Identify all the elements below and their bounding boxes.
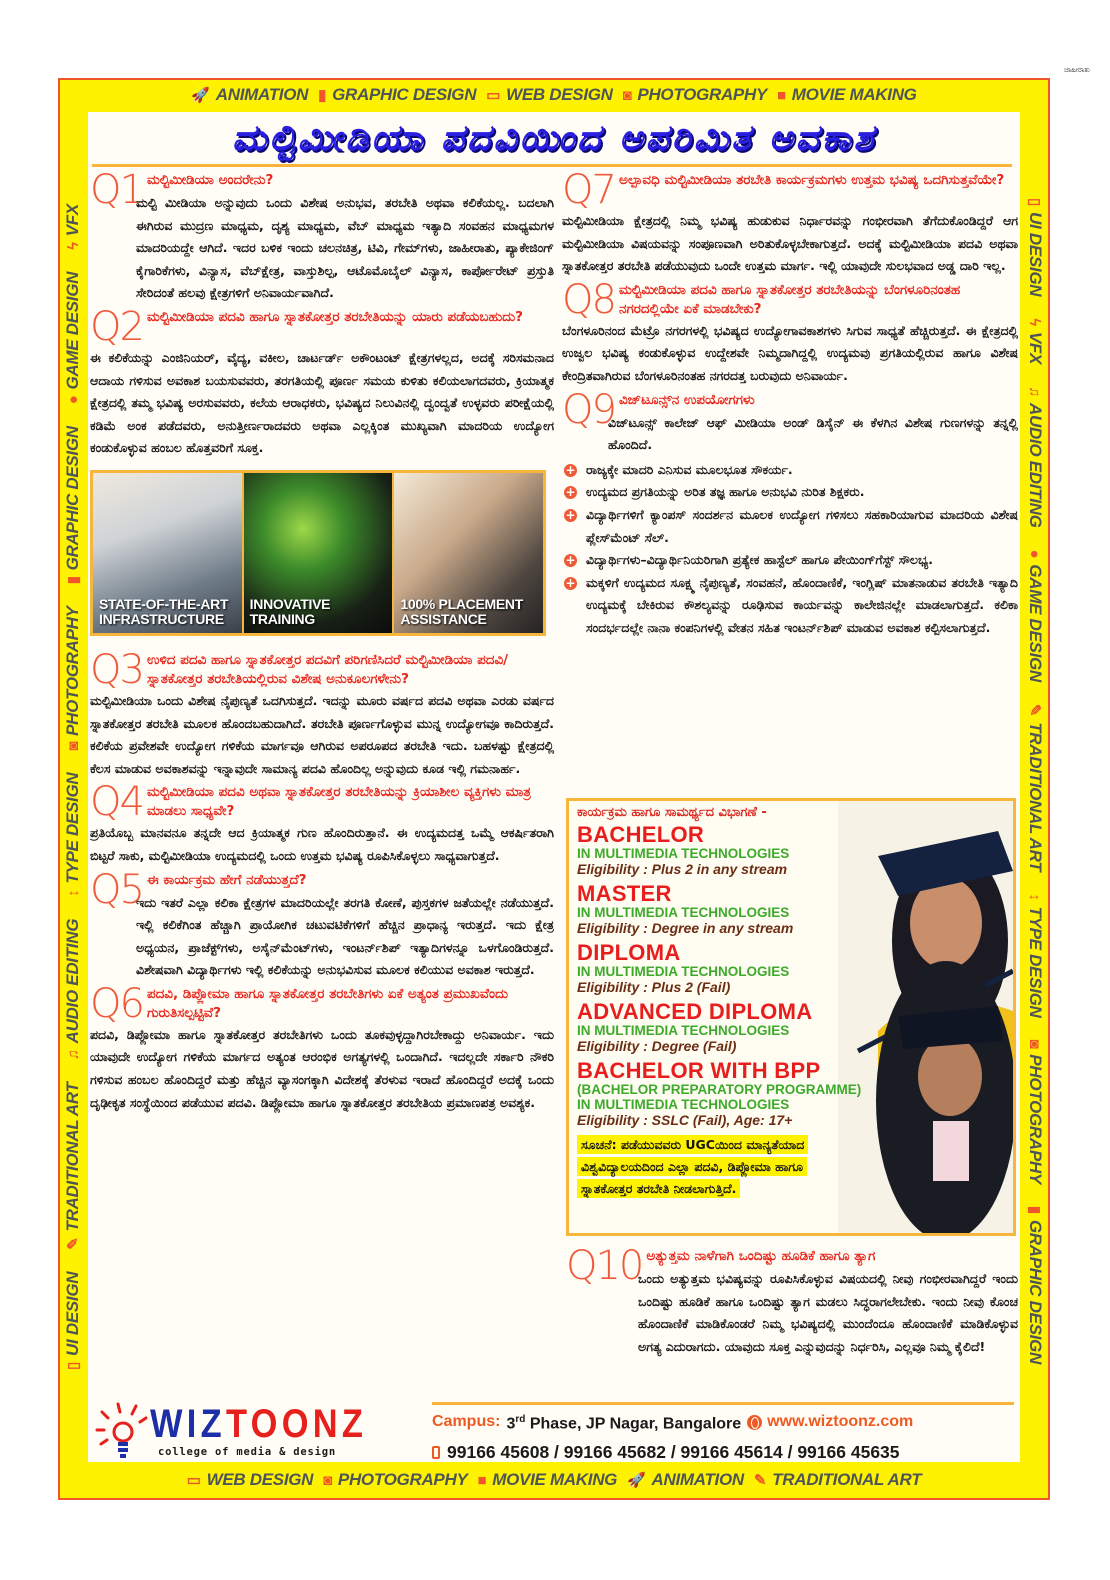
rocket-icon: 🚀: [627, 1471, 646, 1489]
courses-box: [566, 798, 1016, 1236]
course-subtitle: IN MULTIMEDIA TECHNOLOGIES: [577, 905, 790, 920]
course-bachelor: [577, 824, 907, 877]
strip-item-animation: 🚀 ANIMATION: [191, 85, 309, 104]
question-number: Q5: [90, 866, 143, 913]
campus-address: 3rd Phase, JP Nagar, Bangalore: [506, 1414, 742, 1433]
video-camera-icon: ■: [477, 1471, 487, 1489]
headline-divider: [92, 164, 1012, 167]
pencil-icon: ✎: [1026, 703, 1044, 716]
course-name: DIPLOMA: [577, 940, 681, 965]
course-eligibility: Eligibility : Degree (Fail): [577, 1038, 737, 1054]
phone-icon: [432, 1446, 440, 1459]
course-bachelor-bpp: [577, 1060, 907, 1128]
photo-placement: [394, 473, 543, 633]
question-title: ವಿಜ್‌ಟೂನ್ಸ್‌ನ ಉಪಯೋಗಗಳು: [618, 391, 755, 408]
answer-text: ಮಲ್ಟಿ ಮೀಡಿಯಾ ಅನ್ನುವುದು ಒಂದು ವಿಶೇಷ ಅನುಭವ, ತರಬೇತಿ ಅಥವಾ ಕಲಿಕೆಯಲ್ಲ. ಬದಲಾಗಿ ಈಗಿರುವ ಮುದ್ರಣ ಮಾಧ್ಯಮ, ದೃಶ್ಯ ಮಾಧ್ಯಮ, ವೆಬ್ ಮಾಧ್ಯಮ ಇತ್ಯಾದಿ ಸಂವಹನ ಮಾಧ್ಯಮಗಳ ಮಾದರಿಯದ್ದೇ ಆಗಿದೆ. ಇದರ ಬಳಿಕ ಇಂದು ಚಲನಚಿತ್ರ, ಟಿವಿ, ಗೇಮ್‌ಗಳು, ಜಾಹೀರಾತು, ಪ್ಯಾಕೇಜಿಂಗ್ ಕೈಗಾರಿಕೆಗಳು, ವಿನ್ಯಾಸ, ವೆಬ್‌ಕ್ಷೇತ್ರ, ವಾಸ್ತುಶಿಲ್ಪ, ಆಟೊಮೊಬೈಲ್ ವಿನ್ಯಾಸ, ಕಾರ್ಪೋರೇಟ್ ಪ್ರಸ್ತುತಿ ಸೇರಿದಂತೆ ಹಲವು ಕ್ಷೇತ್ರಗಳಿಗೆ ಅನಿವಾರ್ಯವಾಗಿದೆ.: [136, 195, 554, 301]
pencil-icon: ✎: [753, 1471, 767, 1489]
question-title: ಮಲ್ಟಿಮೀಡಿಯಾ ಪದವಿ ಹಾಗೂ ಸ್ನಾತಕೋತ್ತರ ತರಬೇತಿಯನ್ನು ಯಾರು ಪಡೆಯಬಹುದು?: [146, 308, 523, 325]
faq-q8: [562, 276, 1018, 388]
phone-numbers: 99166 45608 / 99166 45682 / 99166 45614 / 99166 45635: [447, 1442, 900, 1463]
logo-tagline: college of media & design: [158, 1446, 337, 1458]
note-line: ವಿಶ್ವವಿದ್ಯಾಲಯದಿಂದ ಎಲ್ಲಾ ಪದವಿ, ಡಿಪ್ಲೋಮಾ ಹಾಗೂ: [577, 1157, 807, 1176]
lightbulb-icon: [94, 1400, 156, 1462]
strip-item-web-design: ▭ WEB DESIGN: [186, 1470, 314, 1489]
course-subtitle: IN MULTIMEDIA TECHNOLOGIES: [577, 1023, 790, 1038]
course-subtitle: IN MULTIMEDIA TECHNOLOGIES: [577, 1097, 790, 1112]
left-column: [90, 167, 554, 1116]
monitor-icon: ▭: [486, 86, 501, 104]
list-item: + ವಿದ್ಯಾರ್ಥಿಗಳಿಗೆ ಕ್ಯಾಂಪಸ್ ಸಂದರ್ಶನ ಮೂಲಕ ಉದ್ಯೋಗ ಗಳಿಸಲು ಸಹಕಾರಿಯಾಗುವ ಮಾದರಿಯ ವಿಶೇಷ ಪ್ಲೇಸ್‌ಮೆಂಟ್ ಸೆಲ್.: [565, 506, 1018, 545]
camera-icon: ◙: [1026, 1039, 1044, 1048]
question-title: ಪದವಿ, ಡಿಪ್ಲೋಮಾ ಹಾಗೂ ಸ್ನಾತಕೋತ್ತರ ತರಬೇತಿಗಳು ಏಕೆ ಅತ್ಯಂತ ಪ್ರಮುಖವೆಂದು ಗುರುತಿಸಲ್ಪಟ್ಟಿವೆ?: [146, 985, 509, 1021]
strip-item-type-design: ↕ TYPE DESIGN: [63, 772, 83, 897]
courses-heading: ಕಾರ್ಯಕ್ರಮ ಹಾಗೂ ಸಾಮರ್ಥ್ಯದ ವಿಭಾಗಣೆ -: [577, 805, 767, 820]
answer-text: ಇದು ಇತರೆ ಎಲ್ಲಾ ಕಲಿಕಾ ಕ್ಷೇತ್ರಗಳ ಮಾದರಿಯಲ್ಲೇ ತರಗತಿ ಕೋಣೆ, ಪುಸ್ತಕಗಳ ಜತೆಯಲ್ಲೇ ನಡೆಯುತ್ತದೆ. ಇಲ್ಲಿ ಕಲಿಕೆಗಿಂತ ಹೆಚ್ಚಾಗಿ ಪ್ರಾಯೋಗಿಕ ಚಟುವಟಿಕೆಗಳಿಗೆ ಹೆಚ್ಚಿನ ಪ್ರಾಧಾನ್ಯ ಇರುತ್ತದೆ. ಇದು ಕ್ಷೇತ್ರ ಅಧ್ಯಯನ, ಪ್ರಾಜೆಕ್ಟ್‌ಗಳು, ಅಸೈನ್‌ಮೆಂಟ್‌ಗಳು, ಇಂಟರ್ನ್‌ಶಿಪ್ ಇತ್ಯಾದಿಗಳನ್ನೂ ಒಳಗೊಂಡಿರುತ್ತದೆ. ವಿಶೇಷವಾಗಿ ವಿದ್ಯಾರ್ಥಿಗಳು ಇಲ್ಲಿ ಕಲಿಕೆಯನ್ನು ಅನುಭವಿಸುವ ಮೂಲಕ ಕಲಿಯುವ ಅವಕಾಶ ಇರುತ್ತದೆ.: [136, 894, 554, 978]
book-icon: ▮: [318, 86, 327, 104]
course-subtitle: IN MULTIMEDIA TECHNOLOGIES: [577, 846, 790, 861]
camera-icon: ◙: [323, 1471, 332, 1489]
advertisement-label: ಜಾಹೀರಾತು: [1064, 66, 1091, 74]
strip-item-traditional-art: ✎ TRADITIONAL ART: [1026, 703, 1046, 871]
right-column: [562, 167, 1018, 642]
music-note-icon: ♫: [1026, 385, 1044, 397]
type-az-icon: ↕: [64, 889, 82, 897]
question-number: Q4: [90, 779, 143, 826]
strip-item-web-design: ▭ WEB DESIGN: [486, 85, 613, 104]
courses-list: [577, 805, 907, 1200]
faq-q5: [90, 866, 554, 982]
music-note-icon: ♫: [64, 1048, 82, 1060]
strip-item-photography: ◙ PHOTOGRAPHY: [63, 605, 83, 751]
answer-text: ಮಲ್ಟಿಮೀಡಿಯಾ ಒಂದು ವಿಶೇಷ ನೈಪುಣ್ಯತೆ ಒದಗಿಸುತ್ತದೆ. ಇದನ್ನು ಮೂರು ವರ್ಷದ ಪದವಿ ಅಥವಾ ಎರಡು ವರ್ಷದ ಸ್ನಾತಕೋತ್ತರ ತರಬೇತಿ ಮೂಲಕ ಹೊಂದಬಹುದಾಗಿದೆ. ತರಬೇತಿ ಪೂರ್ಣಗೊಳ್ಳುವ ಮುನ್ನ ಉದ್ಯೋಗವೂ ಕಾದಿರುತ್ತದೆ. ಕಲಿಕೆಯ ಪ್ರವೇಶವೇ ಉದ್ಯೋಗ ಗಳಿಕೆಯ ಮಾರ್ಗವೂ ಆಗಿರುವ ಅಪರೂಪದ ತರಬೇತಿ ಇದು. ಬಹಳಷ್ಟು ಕ್ಷೇತ್ರದಲ್ಲಿ ಕೆಲಸ ಮಾಡುವ ಅವಕಾಶವನ್ನು ಇನ್ನಾವುದೇ ಸಾಮಾನ್ಯ ಪದವಿ ಹೊಂದಿಲ್ಲ ಅನ್ನುವುದು ಕೂಡ ಇಲ್ಲಿ ಗಮನಾರ್ಹ.: [90, 692, 554, 776]
question-title: ಅಲ್ಪಾವಧಿ ಮಲ್ಟಿಮೀಡಿಯಾ ತರಬೇತಿ ಕಾರ್ಯಕ್ರಮಗಳು ಉತ್ತಮ ಭವಿಷ್ಯ ಒದಗಿಸುತ್ತವೆಯೇ?: [618, 172, 1005, 188]
photo-caption: 100% PLACEMENT ASSISTANCE: [400, 595, 523, 627]
photo-infrastructure: [93, 473, 244, 633]
type-az-icon: ↕: [1026, 892, 1044, 901]
answer-text: ಈ ಕಲಿಕೆಯನ್ನು ಎಂಜಿನಿಯರ್, ವೈದ್ಯ, ವಕೀಲ, ಚಾರ್ಟರ್ಡ್ ಅಕೌಂಟಂಟ್ ಕ್ಷೇತ್ರಗಳಲ್ಲದ, ಅದಕ್ಕೆ ಸರಿಸಮನಾದ ಆದಾಯ ಗಳಿಸುವ ಅವಕಾಶ ಬಯಸುವವರು, ತರಗತಿಯಲ್ಲಿ ಪೂರ್ಣ ಸಮಯ ಕುಳಿತು ಕಲಿಯಲಾಗದವರು, ಕ್ರಿಯಾತ್ಮಕ ಕ್ಷೇತ್ರದಲ್ಲಿ ತಮ್ಮ ಭವಿಷ್ಯ ಅರಸುವವರು, ಕಲೆಯ ಆರಾಧಕರು, ಭವಿಷ್ಯದ ನಿಲುವಿನಲ್ಲಿ ದ್ವಂದ್ವತೆ ಉಳ್ಳವರು ಪರೀಕ್ಷೆಯಲ್ಲಿ ಕಡಿಮೆ ಅಂಕ ಪಡೆದವರು, ಅನುತ್ತೀರ್ಣರಾದವರು ಅಥವಾ ಎಲ್ಲಕ್ಕಿಂತ ಮುಖ್ಯವಾಗಿ ಮಾದರಿಯ ಉದ್ಯೋಗ ಕಂಡುಕೊಳ್ಳುವ ಹಂಬಲ ಹೊತ್ತವರಿಗೆ ಸೂಕ್ತ.: [90, 349, 554, 456]
mobile-icon: ▯: [64, 1361, 82, 1370]
gamepad-icon: ●: [64, 394, 82, 404]
question-number: Q1: [90, 167, 143, 213]
top-category-strip: [60, 80, 1048, 110]
wiztoonz-logo: [94, 1400, 424, 1462]
question-number: Q8: [562, 276, 615, 323]
mobile-icon: ▯: [1026, 197, 1044, 206]
strip-item-photography: ◙ PHOTOGRAPHY: [622, 85, 767, 104]
strip-item-graphic-design: ▮ GRAPHIC DESIGN: [1026, 1205, 1046, 1364]
camera-icon: ◙: [64, 741, 82, 751]
answer-text: ವಿಜ್‌ಟೂನ್ಸ್ ಕಾಲೇಜ್ ಆಫ್ ಮೀಡಿಯಾ ಅಂಡ್ ಡಿಸೈನ್ ಈ ಕೆಳಗಿನ ವಿಶೇಷ ಗುಣಗಳನ್ನು ತನ್ನಲ್ಲಿ ಹೊಂದಿದೆ.: [608, 414, 1018, 453]
question-number: Q9: [562, 386, 615, 433]
left-category-strip: [60, 110, 86, 1463]
right-category-strip: [1022, 98, 1048, 1463]
strip-item-movie-making: ■ MOVIE MAKING: [776, 85, 917, 104]
campus-label: Campus:: [432, 1413, 501, 1431]
bottom-category-strip: [60, 1463, 1048, 1497]
question-title: ಮಲ್ಟಿಮೀಡಿಯಾ ಅಂದರೇನು?: [146, 172, 274, 188]
book-icon: ▮: [64, 575, 82, 584]
course-subtitle-extra: (BACHELOR PREPARATORY PROGRAMME): [577, 1082, 862, 1097]
question-number: Q3: [90, 646, 143, 693]
faq-q2: [90, 303, 554, 460]
strip-item-traditional-art: ✎ TRADITIONAL ART: [63, 1081, 83, 1250]
question-number: Q2: [90, 303, 143, 350]
strip-item-game-design: ● GAME DESIGN: [1026, 549, 1046, 682]
plus-circle-icon: +: [565, 553, 576, 568]
question-title: ಈ ಕಾರ್ಯಕ್ರಮ ಹೇಗೆ ನಡೆಯುತ್ತದೆ?: [146, 871, 307, 888]
course-name: MASTER: [577, 881, 672, 906]
pencil-icon: ✎: [64, 1236, 82, 1250]
question-title: ಅತ್ಯುತ್ತಮ ನಾಳೆಗಾಗಿ ಒಂದಿಷ್ಟು ಹೂಡಿಕೆ ಹಾಗೂ ತ್ಯಾಗ: [646, 1248, 876, 1264]
answer-text: ಮಲ್ಟಿಮೀಡಿಯಾ ಕ್ಷೇತ್ರದಲ್ಲಿ ನಿಮ್ಮ ಭವಿಷ್ಯ ಹುಡುಕುವ ನಿರ್ಧಾರವನ್ನು ಗಂಭೀರವಾಗಿ ತೆಗೆದುಕೊಂಡಿದ್ದರೆ ಆಗ ಮಲ್ಟಿಮೀಡಿಯಾ ವಿಷಯವನ್ನು ಸಂಪೂಣವಾಗಿ ಅರಿತುಕೊಳ್ಳಬೇಕಾಗುತ್ತದೆ. ಅದಕ್ಕೆ ಮಲ್ಟಿಮೀಡಿಯಾ ಪದವಿ ಅಥವಾ ಸ್ನಾತಕೋತ್ತರ ತರಬೇತಿ ಪಡೆಯುವುದು ಒಂದೇ ಉತ್ತಮ ಮಾರ್ಗ. ಇಲ್ಲಿ ಯಾವುದೇ ಸುಲಭವಾದ ಅಡ್ಡ ದಾರಿ ಇಲ್ಲ.: [562, 213, 1018, 274]
answer-text: ಪ್ರತಿಯೊಬ್ಬ ಮಾನವನೂ ತನ್ನದೇ ಆದ ಕ್ರಿಯಾತ್ಮಕ ಗುಣ ಹೊಂದಿರುತ್ತಾನೆ. ಈ ಉದ್ಯಮದತ್ತ ಒಮ್ಮೆ ಆಕರ್ಷಿತರಾಗಿ ಬಿಟ್ಟರೆ ಸಾಕು, ಮಲ್ಟಿಮೀಡಿಯಾ ಉದ್ಯಮದಲ್ಲಿ ಒಂದು ಉತ್ತಮ ಭವಿಷ್ಯ ರೂಪಿಸಿಕೊಳ್ಳಲು ಸಾಧ್ಯವಾಗುತ್ತದೆ.: [90, 825, 554, 863]
course-name: BACHELOR WITH BPP: [577, 1058, 821, 1083]
strip-item-traditional-art: ✎ TRADITIONAL ART: [753, 1470, 922, 1489]
list-item: + ರಾಜ್ಯಕ್ಕೇ ಮಾದರಿ ಎನಿಸುವ ಮೂಲಭೂತ ಸೌಕರ್ಯ.: [565, 461, 793, 477]
contact-info: [432, 1408, 1016, 1466]
course-name: BACHELOR: [577, 822, 705, 847]
strip-item-photography: ◙ PHOTOGRAPHY: [1026, 1039, 1046, 1184]
course-eligibility: Eligibility : Degree in any stream: [577, 920, 794, 936]
course-eligibility: Eligibility : Plus 2 in any stream: [577, 861, 788, 877]
plus-circle-icon: +: [565, 485, 576, 500]
faq-q7: [562, 167, 1018, 278]
list-item: + ಉದ್ಯಮದ ಪ್ರಗತಿಯನ್ನು ಅರಿತ ತಜ್ಞ ಹಾಗೂ ಅನುಭವಿ ನುರಿತ ಶಿಕ್ಷಕರು.: [565, 484, 865, 500]
faq-q1: [90, 167, 554, 305]
question-title: ಮಲ್ಟಿಮೀಡಿಯಾ ಪದವಿ ಅಥವಾ ಸ್ನಾತಕೋತ್ತರ ತರಬೇತಿಯನ್ನು ಕ್ರಿಯಾಶೀಲ ವ್ಯಕ್ತಿಗಳು ಮಾತ್ರ ಮಾಡಲು ಸಾಧ್ಯವೇ?: [146, 784, 531, 820]
logo-wordmark: WIZTOONZ: [150, 1402, 368, 1446]
strip-item-photography: ◙ PHOTOGRAPHY: [323, 1470, 468, 1489]
book-icon: ▮: [1026, 1205, 1044, 1214]
faq-q9: [562, 386, 1018, 640]
monitor-icon: ▭: [186, 1471, 201, 1489]
strip-item-movie-making: ■ MOVIE MAKING: [477, 1470, 618, 1489]
website-link[interactable]: www.wiztoonz.com: [767, 1413, 914, 1431]
page-headline: ಮಲ್ಟಿಮೀಡಿಯಾ ಪದವಿಯಿಂದ ಅಪರಿಮಿತ ಅವಕಾಶ: [231, 116, 877, 159]
video-camera-icon: ■: [776, 86, 786, 104]
list-item: + ಮಕ್ಕಳಿಗೆ ಉದ್ಯಮದ ಸೂಕ್ಷ್ಮ ನೈಪುಣ್ಯತೆ, ಸಂವಹನೆ, ಹೊಂದಾಣಿಕೆ, ಇಂಗ್ಲಿಷ್ ಮಾತನಾಡುವ ತರಬೇತಿ ಇತ್ಯಾದಿ ಉದ್ಯಮಕ್ಕೆ ಬೇಕಿರುವ ಕೌಶಲ್ಯವನ್ನು ರೂಢಿಸುವ ಕಾರ್ಯವನ್ನು ಕಾಲೇಜಿನಲ್ಲೇ ಮಾಡಲಾಗುತ್ತದೆ. ಕಲಿಕಾ ಸಂದರ್ಭದಲ್ಲೇ ನಾನಾ ಕಂಪನಿಗಳಲ್ಲಿ ವೇತನ ಸಹಿತ ಇಂಟರ್ನ್‌ಶಿಪ್ ಮಾಡುವ ಅವಕಾಶ ಕಲ್ಪಿಸಲಾಗುತ್ತದೆ.: [565, 574, 1018, 635]
question-number: Q6: [90, 980, 143, 1027]
photo-caption: INNOVATIVE TRAINING: [249, 595, 331, 627]
course-eligibility: Eligibility : Plus 2 (Fail): [577, 979, 731, 995]
gamepad-icon: ●: [1026, 549, 1044, 558]
rocket-icon: 🚀: [191, 86, 210, 104]
question-number: Q10: [566, 1243, 643, 1289]
ugc-note: [577, 1134, 907, 1200]
plus-circle-icon: +: [565, 507, 576, 522]
course-diploma: [577, 942, 907, 995]
course-name: ADVANCED DIPLOMA: [577, 999, 813, 1024]
note-line: ಸ್ನಾತಕೋತ್ತರ ತರಬೇತಿ ನೀಡಲಾಗುತ್ತಿದೆ.: [577, 1179, 740, 1198]
strip-item-audio-editing: ♫ AUDIO EDITING: [1026, 385, 1046, 528]
globe-icon: [747, 1415, 762, 1430]
course-eligibility: Eligibility : SSLC (Fail), Age: 17+: [577, 1112, 793, 1128]
strip-item-ui-design: ▯ UI DESIGN: [1026, 197, 1046, 296]
lightning-icon: ϟ: [64, 241, 82, 250]
plus-circle-icon: +: [565, 462, 576, 477]
course-master: [577, 883, 907, 936]
question-title: ಮಲ್ಟಿಮೀಡಿಯಾ ಪದವಿ ಹಾಗೂ ಸ್ನಾತಕೋತ್ತರ ತರಬೇತಿಯನ್ನು ಬೆಂಗಳೂರಿನಂತಹ ನಗರದಲ್ಲಿಯೇ ಏಕೆ ಮಾಡಬೇಕು?: [618, 281, 961, 317]
faq-q10: [566, 1243, 1018, 1358]
footer-divider: [432, 1402, 1014, 1405]
faq-q4: [90, 779, 554, 867]
strip-item-game-design: ● GAME DESIGN: [63, 271, 83, 404]
answer-text: ಪದವಿ, ಡಿಪ್ಲೋಮಾ ಹಾಗೂ ಸ್ನಾತಕೋತ್ತರ ತರಬೇತಿಗಳು ಒಂದು ತೂಕವುಳ್ಳದ್ದಾಗಿರಬೇಕಾದ್ದು ಅನಿವಾರ್ಯ. ಇದು ಯಾವುದೇ ಉದ್ಯೋಗ ಗಳಿಕೆಯ ಮಾರ್ಗದ ಅತ್ಯಂತ ಆರಂಭಿಕ ಅಗತ್ಯಗಳಲ್ಲಿ ಒಂದಾಗಿದೆ. ಇದಲ್ಲದೇ ಸರ್ಕಾರಿ ನೌಕರಿ ಗಳಿಸುವ ಹಂಬಲ ಹೊಂದಿದ್ದರೆ ಮತ್ತು ಹೆಚ್ಚಿನ ವ್ಯಾಸಂಗಕ್ಕಾಗಿ ವಿದೇಶಕ್ಕೆ ತೆರಳುವ ಇರಾದೆ ಹೊಂದಿದ್ದರೆ ಅದಕ್ಕೆ ಒಂದು ದೃಢೀಕೃತ ಸಂಸ್ಥೆಯಿಂದ ಪಡೆಯುವ ಪದವಿ. ಡಿಪ್ಲೋಮಾ ಹಾಗೂ ಸ್ನಾತಕೋತ್ತರ ತರಬೇತಿಯ ಪ್ರಮಾಣಪತ್ರ ಅವಶ್ಯಕ.: [90, 1026, 554, 1110]
plus-circle-icon: +: [565, 575, 576, 590]
strip-item-ui-design: ▯ UI DESIGN: [63, 1271, 83, 1370]
photo-caption: STATE-OF-THE-ART INFRASTRUCTURE: [99, 595, 229, 627]
question-title: ಉಳಿದ ಪದವಿ ಹಾಗೂ ಸ್ನಾತಕೋತ್ತರ ಪದವಿಗೆ ಪರಿಗಣಿಸಿದರೆ ಮಲ್ಟಿಮೀಡಿಯಾ ಪದವಿ/ಸ್ನಾತಕೋತ್ತರ ತರಬೇತಿಯಲ್ಲಿರುವ ವಿಶೇಷ ಅನುಕೂಲಗಳೇನು?: [146, 651, 509, 687]
strip-item-vfx: ϟ VFX: [1026, 317, 1046, 364]
note-line: ಸೂಚನೆ: ಪಡೆಯುವವರು UGCಯಿಂದ ಮಾನ್ಯತೆಯಾದ: [577, 1135, 808, 1154]
benefits-list: [562, 459, 1018, 640]
strip-item-graphic-design: ▮ GRAPHIC DESIGN: [63, 425, 83, 584]
camera-icon: ◙: [622, 86, 632, 104]
photo-training: [244, 473, 395, 633]
answer-text: ಒಂದು ಅತ್ಯುತ್ತಮ ಭವಿಷ್ಯವನ್ನು ರೂಪಿಸಿಕೊಳ್ಳುವ ವಿಷಯದಲ್ಲಿ ನೀವು ಗಂಭೀರವಾಗಿದ್ದರೆ ಇಂದು ಒಂದಿಷ್ಟು ಹೂಡಿಕೆ ಹಾಗೂ ಒಂದಿಷ್ಟು ತ್ಯಾಗ ಮಡಲು ಸಿದ್ಧರಾಗಲೇಬೇಕು. ಇಂದು ನೀವು ಕೊಂಚ ಹೊಂದಾಣಿಕೆ ಮಾಡಿಕೊಂಡರೆ ನಿಮ್ಮ ಭವಿಷ್ಯದಲ್ಲಿ ಮುಂದೆಂದೂ ಹೊಂದಾಣಿಕೆ ಮಾಡಿಕೊಳ್ಳುವ ಅಗತ್ಯ ಎದುರಾಗದು. ಯಾವುದು ಸೂಕ್ತ ಎನ್ನುವುದನ್ನು ನಿರ್ಧರಿಸಿ, ಎಲ್ಲವೂ ನಿಮ್ಮ ಕೈಲಿದೆ!: [638, 1271, 1018, 1354]
strip-item-graphic-design: ▮ GRAPHIC DESIGN: [318, 85, 477, 104]
faq-q6: [90, 980, 554, 1114]
course-advanced-diploma: [577, 1001, 907, 1054]
course-subtitle: IN MULTIMEDIA TECHNOLOGIES: [577, 964, 790, 979]
lightning-icon: ϟ: [1026, 317, 1044, 326]
strip-item-type-design: ↕ TYPE DESIGN: [1026, 892, 1046, 1018]
answer-text: ಬೆಂಗಳೂರಿನಂದ ಮೆಟ್ರೊ ನಗರಗಳಲ್ಲಿ ಭವಿಷ್ಯದ ಉದ್ಯೋಗಾವಕಾಶಗಳು ಸಿಗುವ ಸಾಧ್ಯತೆ ಹೆಚ್ಚಿರುತ್ತದೆ. ಈ ಕ್ಷೇತ್ರದಲ್ಲಿ ಉಜ್ವಲ ಭವಿಷ್ಯ ಕಂಡುಕೊಳ್ಳುವ ಉದ್ದೇಶವೇ ನಿಮ್ಮದಾಗಿದ್ದಲ್ಲಿ ಉದ್ಯಮವು ಪ್ರಗತಿಯಲ್ಲಿರುವ ಹಾಗೂ ವಿಶೇಷ ಕೇಂದ್ರಿತವಾಗಿರುವ ಬೆಂಗಳೂರಿನಂತಹ ನಗರದತ್ತ ಬರುವುದು ಅನಿವಾರ್ಯ.: [562, 322, 1018, 383]
list-item: + ವಿದ್ಯಾರ್ಥಿಗಳು–ವಿದ್ಯಾರ್ಥಿನಿಯರಿಗಾಗಿ ಪ್ರತ್ಯೇಕ ಹಾಸ್ಟೆಲ್ ಹಾಗೂ ಪೇಯಿಂಗ್‌ಗೆಸ್ಟ್ ಸೌಲಭ್ಯ.: [565, 552, 933, 568]
feature-photos: [90, 470, 546, 636]
strip-item-vfx: ϟ VFX: [63, 203, 83, 250]
strip-item-animation: 🚀 ANIMATION: [627, 1470, 744, 1489]
question-number: Q7: [562, 167, 615, 213]
faq-q3: [90, 646, 554, 780]
strip-item-audio-editing: ♫ AUDIO EDITING: [63, 918, 83, 1060]
